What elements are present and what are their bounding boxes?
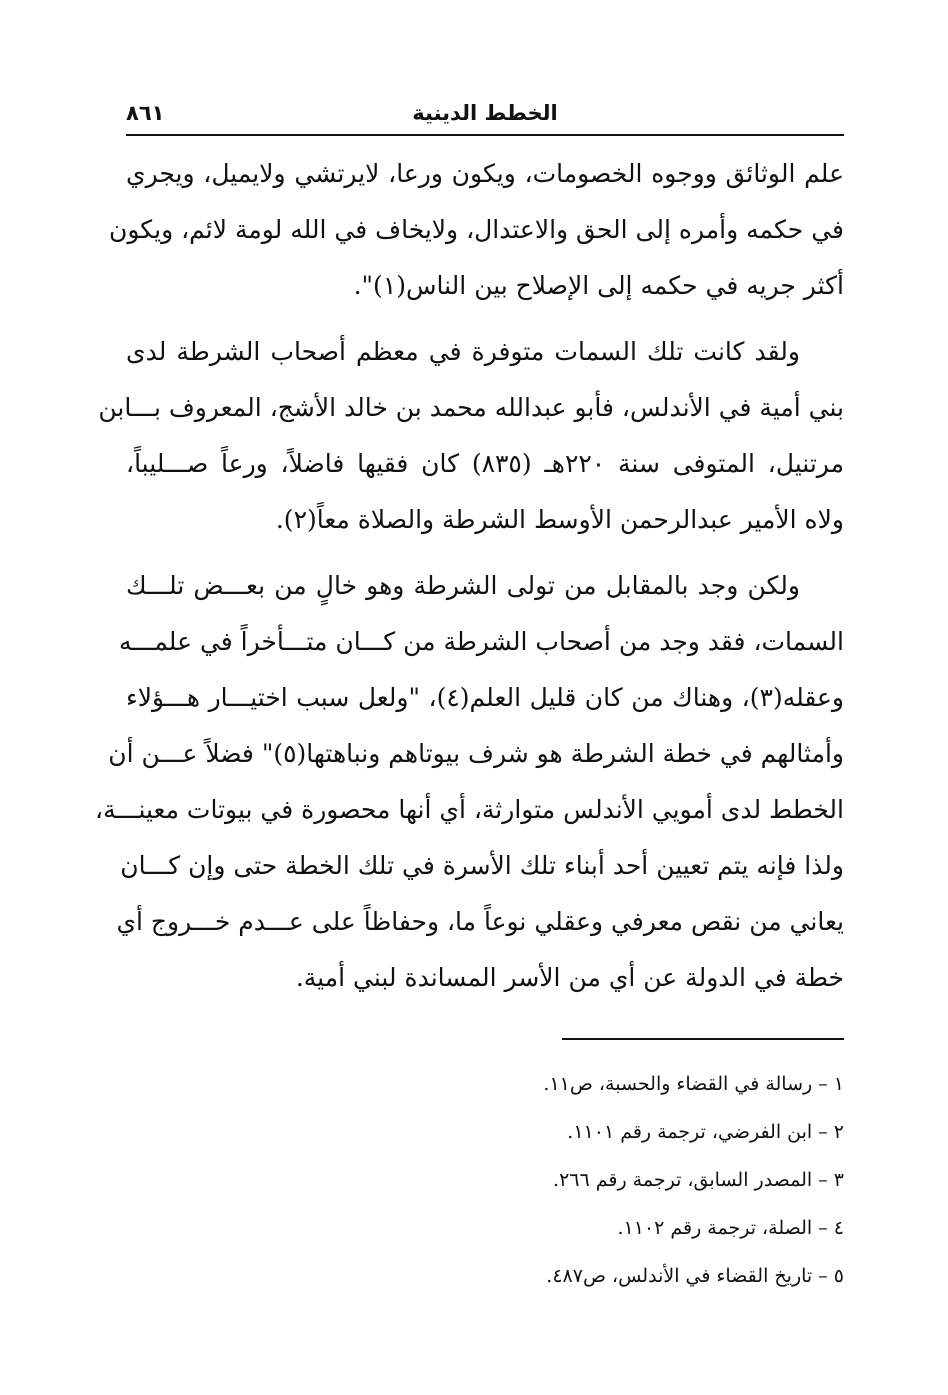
body-text: [95, 146, 845, 1006]
text-line: مرتنيل، المتوفى سنة ٢٢٠هـ (٨٣٥) كان فقيها فاضلاً، ورعاً صـــليباً،: [126, 449, 844, 478]
paragraph-gap: [126, 314, 844, 324]
footnote-item: ٣ – المصدر السابق، ترجمة رقم ٢٦٦.: [553, 1169, 844, 1191]
text-line: ولاه الأمير عبدالرحمن الأوسط الشرطة والصلاة معاً(٢).: [275, 505, 844, 534]
text-line: الخطط لدى أمويي الأندلس متوارثة، أي أنها محصورة في بيوتات معينـــة،: [95, 795, 844, 824]
text-line: علم الوثائق ووجوه الخصومات، ويكون ورعا، لايرتشي ولايميل، ويجري: [126, 159, 844, 188]
text-line: خطة في الدولة عن أي من الأسر المساندة لبني أمية.: [295, 963, 844, 992]
paragraph-gap: [126, 548, 844, 558]
footnote-item: ٤ – الصلة، ترجمة رقم ١١٠٢.: [617, 1217, 844, 1239]
text-line: بني أمية في الأندلس، فأبو عبدالله محمد بن خالد الأشج، المعروف بـــابن: [98, 393, 844, 422]
text-line: السمات، فقد وجد من أصحاب الشرطة من كـــان متـــأخراً في علمـــه: [118, 627, 844, 656]
text-line: ولذا فإنه يتم تعيين أحد أبناء تلك الأسرة في تلك الخطة حتى وإن كـــان: [120, 851, 844, 880]
text-line: وعقله(٣)، وهناك من كان قليل العلم(٤)، "ولعل سبب اختيـــار هـــؤلاء: [126, 683, 845, 712]
text-line: ولكن وجد بالمقابل من تولى الشرطة وهو خالٍ من بعـــض تلـــك: [126, 571, 800, 600]
footnote-item: ١ – رسالة في القضاء والحسبة، ص١١.: [543, 1073, 844, 1095]
text-line: وأمثالهم في خطة الشرطة هو شرف بيوتاهم ونباهتها(٥)" فضلاً عـــن أن: [108, 739, 844, 768]
text-line: أكثر جريه في حكمه إلى الإصلاح بين الناس(١)".: [353, 271, 844, 300]
page-number: ٨٦١: [126, 101, 165, 125]
footnote-divider: [562, 1038, 844, 1040]
running-title: الخطط الدينية: [412, 101, 558, 125]
text-line: ولقد كانت تلك السمات متوفرة في معظم أصحاب الشرطة لدى: [126, 337, 800, 366]
footnotes: [126, 1060, 844, 1300]
text-line: في حكمه وأمره إلى الحق والاعتدال، ولايخاف في الله لومة لائم، ويكون: [109, 215, 844, 244]
footnote-item: ٥ – تاريخ القضاء في الأندلس، ص٤٨٧.: [546, 1265, 844, 1287]
page-header: [126, 96, 844, 136]
footnote-item: ٢ – ابن الفرضي، ترجمة رقم ١١٠١.: [567, 1121, 844, 1143]
text-line: يعاني من نقص معرفي وعقلي نوعاً ما، وحفاظاً على عـــدم خـــروج أي: [116, 907, 844, 936]
